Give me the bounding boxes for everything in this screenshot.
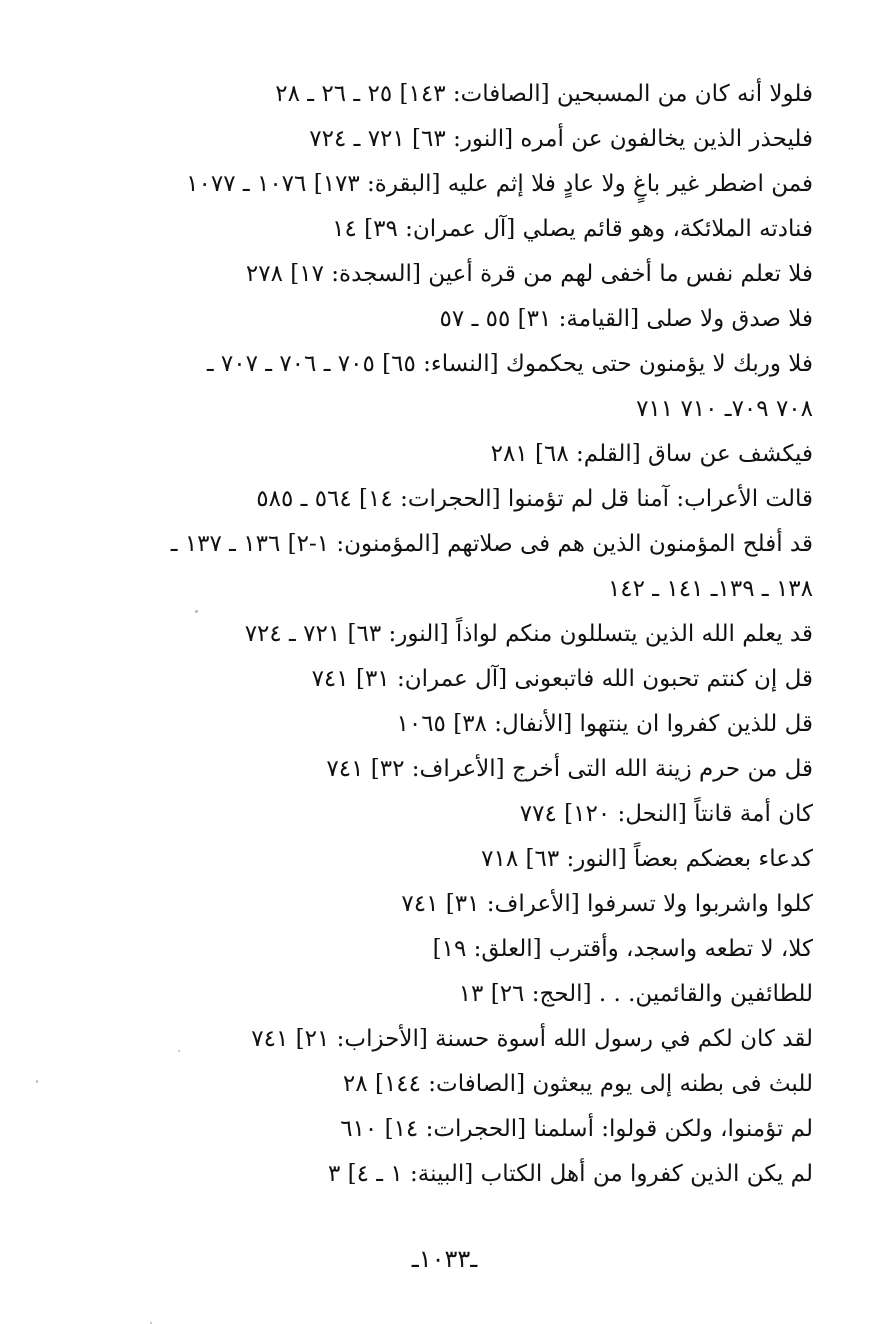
- index-entry: فليحذر الذين يخالفون عن أمره [النور: ٦٣] ٧٢١ ـ ٧٢٤: [309, 126, 813, 152]
- page-number: ـ١٠٣٣ـ: [411, 1245, 478, 1273]
- scan-speck: [36, 1080, 38, 1083]
- index-entry: فلا صدق ولا صلى [القيامة: ٣١] ٥٥ ـ ٥٧: [439, 306, 813, 332]
- index-entry: فنادته الملائكة، وهو قائم يصلي [آل عمران: ٣٩] ١٤: [332, 216, 813, 242]
- index-entry: قد يعلم الله الذين يتسللون منكم لواذاً [النور: ٦٣] ٧٢١ ـ ٧٢٤: [244, 621, 813, 647]
- index-entry: كدعاء بعضكم بعضاً [النور: ٦٣] ٧١٨: [481, 846, 813, 872]
- index-entry: قل من حرم زينة الله التى أخرج [الأعراف: ٣٢] ٧٤١: [326, 756, 813, 782]
- index-entry: قد أفلح المؤمنون الذين هم فى صلاتهم [المؤمنون: ١-٢] ١٣٦ ـ ١٣٧ ـ: [170, 531, 813, 557]
- scan-speck: [195, 610, 198, 613]
- index-entry: للبث فى بطنه إلى يوم يبعثون [الصافات: ١٤٤] ٢٨: [342, 1071, 813, 1097]
- index-entry: فلولا أنه كان من المسبحين [الصافات: ١٤٣] ٢٥ ـ ٢٦ ـ ٢٨: [275, 81, 813, 107]
- index-entry: قالت الأعراب: آمنا قل لم تؤمنوا [الحجرات: ١٤] ٥٦٤ ـ ٥٨٥: [256, 486, 813, 512]
- index-entry: لم يكن الذين كفروا من أهل الكتاب [البينة: ١ ـ ٤] ٣: [327, 1161, 813, 1187]
- index-entry-continuation: ١٣٨ ـ ١٣٩ـ ١٤١ ـ ١٤٢: [607, 576, 813, 602]
- index-entry: فلا وربك لا يؤمنون حتى يحكموك [النساء: ٦٥] ٧٠٥ ـ ٧٠٦ ـ ٧٠٧ ـ: [206, 351, 813, 377]
- index-entry: فلا تعلم نفس ما أخفى لهم من قرة أعين [السجدة: ١٧] ٢٧٨: [245, 261, 813, 287]
- index-entry: لقد كان لكم في رسول الله أسوة حسنة [الأحزاب: ٢١] ٧٤١: [251, 1026, 813, 1052]
- index-entry: لم تؤمنوا، ولكن قولوا: أسلمنا [الحجرات: ١٤] ٦١٠: [340, 1116, 813, 1142]
- index-entry: قل إن كنتم تحبون الله فاتبعونى [آل عمران: ٣١] ٧٤١: [311, 666, 813, 692]
- index-entry: قل للذين كفروا ان ينتهوا [الأنفال: ٣٨] ١٠٦٥: [396, 711, 813, 737]
- index-entry: للطائفين والقائمين. . . [الحج: ٢٦] ١٣: [458, 981, 813, 1007]
- scan-speck: [178, 1050, 180, 1052]
- index-entry: كلا، لا تطعه واسجد، وأقترب [العلق: ١٩]: [432, 936, 813, 962]
- index-entry: فمن اضطر غير باغٍ ولا عادٍ فلا إثم عليه [البقرة: ١٧٣] ١٠٧٦ ـ ١٠٧٧: [186, 171, 813, 197]
- index-entry: فيكشف عن ساق [القلم: ٦٨] ٢٨١: [490, 441, 813, 467]
- index-entry-continuation: ٧٠٨ ٧٠٩ـ ٧١٠ ٧١١: [636, 396, 813, 422]
- verse-index-list: [93, 72, 813, 1197]
- index-entry: كلوا واشربوا ولا تسرفوا [الأعراف: ٣١] ٧٤١: [401, 891, 813, 917]
- index-entry: كان أمة قانتاً [النحل: ١٢٠] ٧٧٤: [519, 801, 813, 827]
